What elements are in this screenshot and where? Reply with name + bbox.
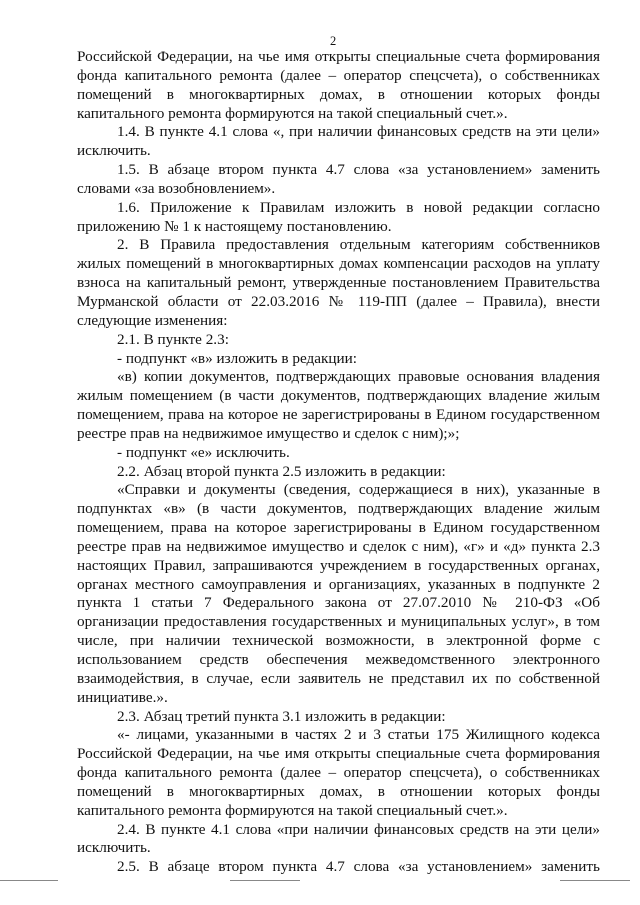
paragraph-3: 1.5. В абзаце втором пункта 4.7 слова «за установлением» заменить словами «за возобновлением». <box>77 161 600 197</box>
paragraph-11: «Справки и документы (сведения, содержащиеся в них), указанные в подпунктах «в» (в части документов, подтверждающих владение жилым помещением, права на которое зарегистрированы в Едином государственном реестре прав на недвижимое имущество и сделок с ним), «г» и «д» пункта 2.3 настоящих Правил, запрашиваются учреждением в государственных органах, органах местного самоуправления и организациях, указанных в подпункте 2 пункта 1 статьи 7 Федерального закона от 27.07.2010 № 210-ФЗ «Об организации предоставления государственных и муниципальных услуг», в том числе, при наличии технической возможности, в электронной форме с использованием средств обеспечения межведомственного электронного взаимодействия, в случае, если заявитель не представил их по собственной инициативе.». <box>77 481 600 706</box>
footer-rule-left <box>0 880 58 881</box>
paragraph-12: 2.3. Абзац третий пункта 3.1 изложить в редакции: <box>117 707 446 725</box>
paragraph-4: 1.6. Приложение к Правилам изложить в новой редакции согласно приложению № 1 к настоящему постановлению. <box>77 198 600 235</box>
paragraph-14: 2.4. В пункте 4.1 слова «при наличии финансовых средств на эти цели» исключить. <box>77 820 600 857</box>
paragraph-1: Российской Федерации, на чье имя открыты специальные счета формирования фонда капитального ремонта (далее – оператор спецсчета), о собственниках помещений в многоквартирных домах, в отношении которых фонды капитального ремонта формируются на такой специальный счет.». <box>77 48 600 122</box>
paragraph-6: 2.1. В пункте 2.3: <box>117 330 229 348</box>
page-number: 2 <box>330 34 337 48</box>
document-body <box>77 48 600 877</box>
paragraph-13: «- лицами, указанными в частях 2 и 3 статьи 175 Жилищного кодекса Российской Федерации, на чье имя открыты специальные счета формирования фонда капитального ремонта (далее – оператор спецсчета), о собственниках помещений в многоквартирных домах, в отношении которых фонды капитального ремонта формируются на такой специальный счет.». <box>77 726 600 819</box>
paragraph-7: - подпункт «в» изложить в редакции: <box>117 349 357 367</box>
footer-rule-right <box>560 880 630 881</box>
paragraph-15: 2.5. В абзаце втором пункта 4.7 слова «за установлением» заменить <box>117 858 600 876</box>
paragraph-10: 2.2. Абзац второй пункта 2.5 изложить в редакции: <box>117 462 446 480</box>
paragraph-8: «в) копии документов, подтверждающих правовые основания владения жилым помещением (в части документов, подтверждающих владение жилым помещением, права на которое не зарегистрированы в Едином государственном реестре прав на недвижимое имущество и сделок с ним);»; <box>77 368 600 442</box>
paragraph-5: 2. В Правила предоставления отдельным категориям собственников жилых помещений в многоквартирных домах компенсации расходов на уплату взноса на капитальный ремонт, утвержденные постановлением Правительства Мурманской области от 22.03.2016 № 119-ПП (далее – Правила), внести следующие изменения: <box>77 236 600 329</box>
footer-rule-middle <box>230 880 300 881</box>
paragraph-2: 1.4. В пункте 4.1 слова «, при наличии финансовых средств на эти цели» исключить. <box>77 123 600 160</box>
paragraph-9: - подпункт «е» исключить. <box>117 443 290 461</box>
